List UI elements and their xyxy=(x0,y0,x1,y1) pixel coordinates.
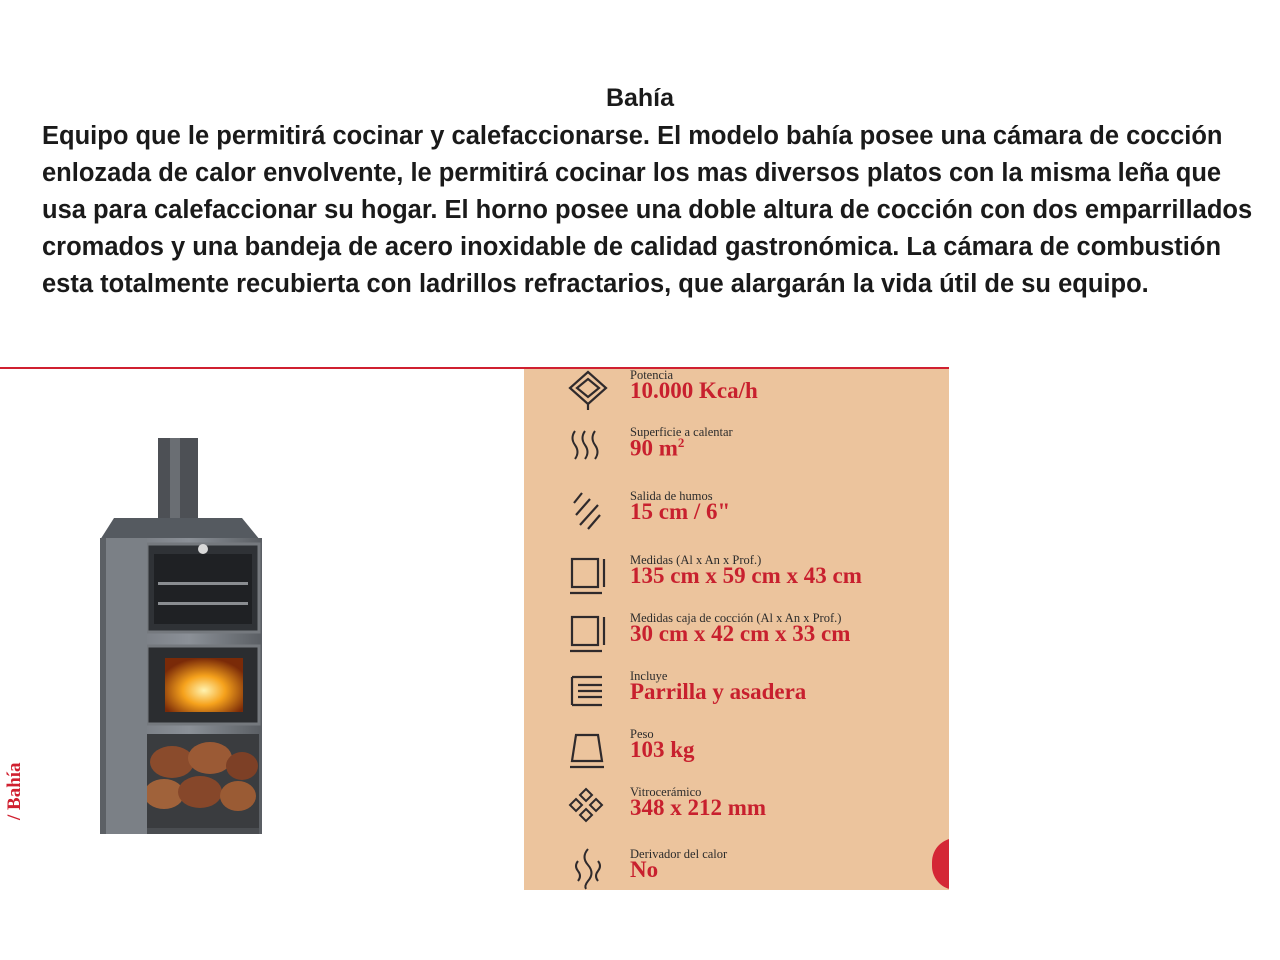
spec-label: Superficie a calentar xyxy=(630,425,733,439)
spec-label: Derivador del calor xyxy=(630,847,728,861)
spec-value: Parrilla y asadera xyxy=(630,679,807,704)
spec-row-salida-humos xyxy=(524,489,949,539)
spec-row-superficie xyxy=(524,425,949,475)
spec-value: 348 x 212 mm xyxy=(630,795,767,820)
spec-value: 90 $m^2$ xyxy=(630,435,685,461)
power-diamond-icon xyxy=(566,369,610,412)
spec-row-medidas xyxy=(524,553,949,603)
spec-value: No xyxy=(630,857,659,882)
cooking-box-icon xyxy=(566,611,610,655)
spec-label: Medidas caja de cocción (Al x An x Prof.) xyxy=(630,611,842,625)
spec-value: 103 kg xyxy=(630,737,695,762)
heat-waves-icon xyxy=(566,425,610,469)
spec-label: Vitrocerámico xyxy=(630,785,702,799)
product-description: Equipo que le permitirá cocinar y calefaccionarse. El modelo bahía posee una cámara de cocción enlozada de calor envolvente, le permitirá cocinar los mas diversos platos con la misma leña que usa para calefaccionar su hogar. El horno posee una doble altura de cocción con dos emparrillados cromados y una bandeja de acero inoxidable de calidad gastronómica. La cámara de combustión esta totalmente recubierta con ladrillos refractarios, que alargarán la vida útil de su equipo. xyxy=(42,122,1253,298)
spec-label: Incluye xyxy=(630,669,668,683)
weight-icon xyxy=(566,727,610,771)
spec-row-peso xyxy=(524,727,949,777)
ceramic-glass-icon xyxy=(566,785,610,829)
specs-panel xyxy=(524,369,949,890)
spec-label: Peso xyxy=(630,727,654,741)
side-model-label: / Bahía xyxy=(4,762,25,820)
spec-row-potencia xyxy=(524,369,949,418)
dimensions-box-icon xyxy=(566,553,610,597)
smoke-outlet-icon xyxy=(566,489,610,533)
spec-value: 15 cm / 6" xyxy=(630,499,731,524)
grill-rack-icon xyxy=(566,669,610,713)
stove-image xyxy=(92,432,282,892)
spec-value: 30 cm x 42 cm x 33 cm xyxy=(630,621,851,646)
heat-deflector-icon xyxy=(566,847,610,890)
spec-row-medidas-caja xyxy=(524,611,949,661)
spec-row-vitroceramico xyxy=(524,785,949,835)
spec-label: Salida de humos xyxy=(630,489,713,503)
spec-label: Potencia xyxy=(630,369,674,382)
spec-value: 135 cm x 59 cm x 43 cm xyxy=(630,563,862,588)
spec-row-incluye xyxy=(524,669,949,719)
spec-label: Medidas (Al x An x Prof.) xyxy=(630,553,762,567)
spec-row-derivador xyxy=(524,847,949,890)
page-title: Bahía xyxy=(605,84,675,112)
spec-value: 10.000 Kca/h xyxy=(630,378,758,403)
